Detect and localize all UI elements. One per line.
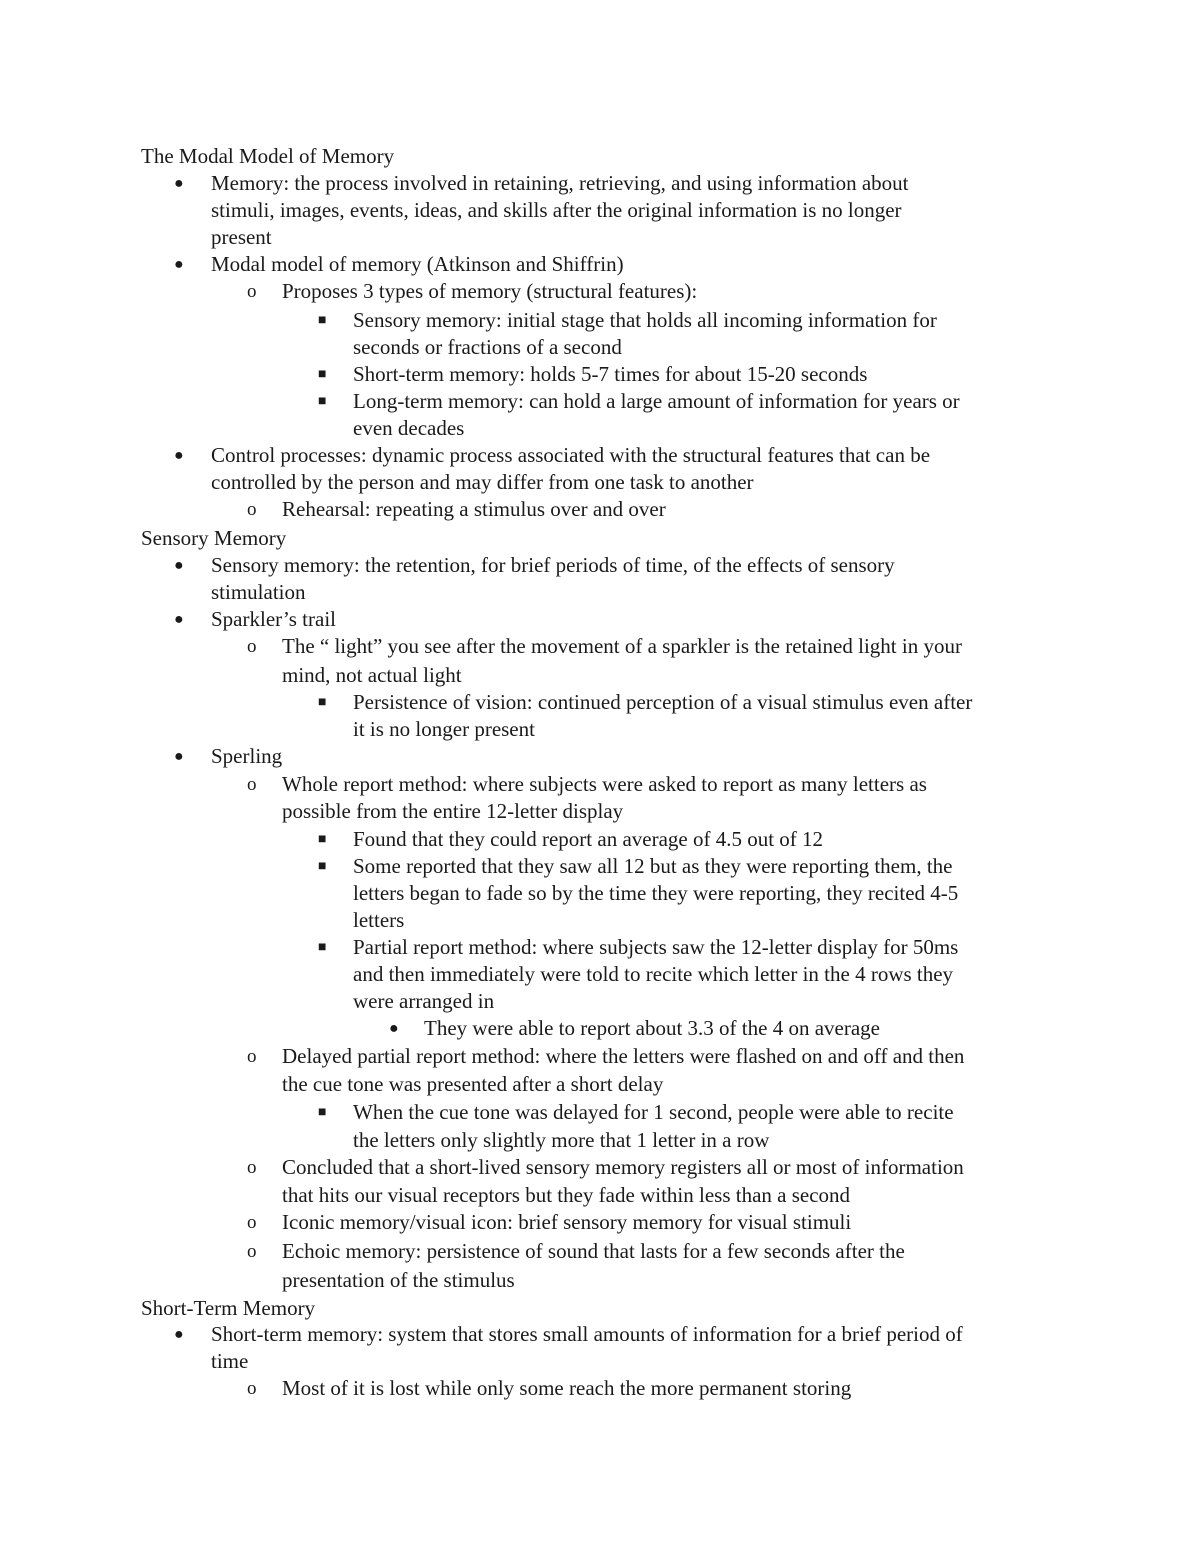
- list-item-text: Rehearsal: repeating a stimulus over and over: [282, 497, 666, 521]
- bullet-marker: ●: [174, 557, 184, 574]
- bullet-marker: ●: [174, 611, 184, 628]
- list-item-text: Sensory memory: the retention, for brief periods of time, of the effects of sensory: [211, 553, 895, 577]
- list-item-text: Proposes 3 types of memory (structural features):: [282, 279, 698, 303]
- circle-bullet-marker: o: [247, 1046, 257, 1067]
- square-bullet-marker: ■: [318, 832, 327, 847]
- bullet-marker: ●: [389, 1020, 399, 1037]
- list-item-text: Whole report method: where subjects were asked to report as many letters as: [282, 772, 927, 796]
- square-bullet-marker: ■: [318, 1105, 327, 1120]
- list-item-text: Concluded that a short-lived sensory memory registers all or most of information: [282, 1155, 964, 1179]
- list-item-text: Sperling: [211, 744, 283, 768]
- square-bullet-marker: ■: [318, 695, 327, 710]
- list-item-text: Found that they could report an average of 4.5 out of 12: [353, 827, 824, 851]
- list-item-text: the letters only slightly more that 1 letter in a row: [353, 1128, 770, 1152]
- list-item-text: stimulation: [211, 580, 306, 604]
- circle-bullet-marker: o: [247, 774, 257, 795]
- list-item-text: possible from the entire 12-letter display: [282, 799, 624, 823]
- list-item-text: They were able to report about 3.3 of the 4 on average: [424, 1016, 880, 1040]
- list-item-text: and then immediately were told to recite which letter in the 4 rows they: [353, 962, 954, 986]
- square-bullet-marker: ■: [318, 367, 327, 382]
- list-item-text: Partial report method: where subjects saw the 12-letter display for 50ms: [353, 935, 959, 959]
- list-item-text: mind, not actual light: [282, 663, 462, 687]
- list-item-text: time: [211, 1349, 249, 1373]
- list-item-text: presentation of the stimulus: [282, 1268, 515, 1292]
- list-item-text: Persistence of vision: continued perception of a visual stimulus even after: [353, 690, 973, 714]
- list-item-text: that hits our visual receptors but they fade within less than a second: [282, 1183, 851, 1207]
- list-item-text: Short-term memory: holds 5-7 times for about 15-20 seconds: [353, 362, 868, 386]
- list-item-text: seconds or fractions of a second: [353, 335, 622, 359]
- bullet-marker: ●: [174, 447, 184, 464]
- list-item-text: controlled by the person and may differ from one task to another: [211, 470, 754, 494]
- list-item-text: present: [211, 225, 272, 249]
- circle-bullet-marker: o: [247, 636, 257, 657]
- list-item-text: even decades: [353, 416, 465, 440]
- list-item-text: letters began to fade so by the time they were reporting, they recited 4-5: [353, 881, 959, 905]
- list-item-text: Some reported that they saw all 12 but as they were reporting them, the: [353, 854, 953, 878]
- heading-text: Short-Term Memory: [141, 1296, 316, 1320]
- list-item-text: Echoic memory: persistence of sound that lasts for a few seconds after the: [282, 1239, 905, 1263]
- heading-text: The Modal Model of Memory: [141, 144, 395, 168]
- list-item-text: Most of it is lost while only some reach the more permanent storing: [282, 1376, 852, 1400]
- square-bullet-marker: ■: [318, 859, 327, 874]
- list-item-text: stimuli, images, events, ideas, and skills after the original information is no longer: [211, 198, 902, 222]
- list-item-text: Long-term memory: can hold a large amount of information for years or: [353, 389, 960, 413]
- bullet-marker: ●: [174, 175, 184, 192]
- circle-bullet-marker: o: [247, 499, 257, 520]
- circle-bullet-marker: o: [247, 281, 257, 302]
- list-item-text: Short-term memory: system that stores small amounts of information for a brief period of: [211, 1322, 963, 1346]
- circle-bullet-marker: o: [247, 1241, 257, 1262]
- list-item-text: Delayed partial report method: where the letters were flashed on and off and then: [282, 1044, 965, 1068]
- list-item-text: Control processes: dynamic process associated with the structural features that can be: [211, 443, 931, 467]
- list-item-text: Memory: the process involved in retaining, retrieving, and using information about: [211, 171, 909, 195]
- circle-bullet-marker: o: [247, 1157, 257, 1178]
- circle-bullet-marker: o: [247, 1378, 257, 1399]
- list-item-text: Sensory memory: initial stage that holds all incoming information for: [353, 308, 937, 332]
- square-bullet-marker: ■: [318, 940, 327, 955]
- list-item-text: letters: [353, 908, 405, 932]
- square-bullet-marker: ■: [318, 394, 327, 409]
- list-item-text: When the cue tone was delayed for 1 second, people were able to recite: [353, 1100, 954, 1124]
- square-bullet-marker: ■: [318, 313, 327, 328]
- heading-text: Sensory Memory: [141, 526, 287, 550]
- list-item-text: the cue tone was presented after a short delay: [282, 1072, 664, 1096]
- bullet-marker: ●: [174, 256, 184, 273]
- list-item-text: it is no longer present: [353, 717, 535, 741]
- list-item-text: were arranged in: [353, 989, 495, 1013]
- list-item-text: The “ light” you see after the movement of a sparkler is the retained light in your: [282, 634, 962, 658]
- bullet-marker: ●: [174, 748, 184, 765]
- bullet-marker: ●: [174, 1326, 184, 1343]
- list-item-text: Modal model of memory (Atkinson and Shiffrin): [211, 252, 624, 276]
- list-item-text: Sparkler’s trail: [211, 607, 336, 631]
- circle-bullet-marker: o: [247, 1212, 257, 1233]
- list-item-text: Iconic memory/visual icon: brief sensory memory for visual stimuli: [282, 1210, 852, 1234]
